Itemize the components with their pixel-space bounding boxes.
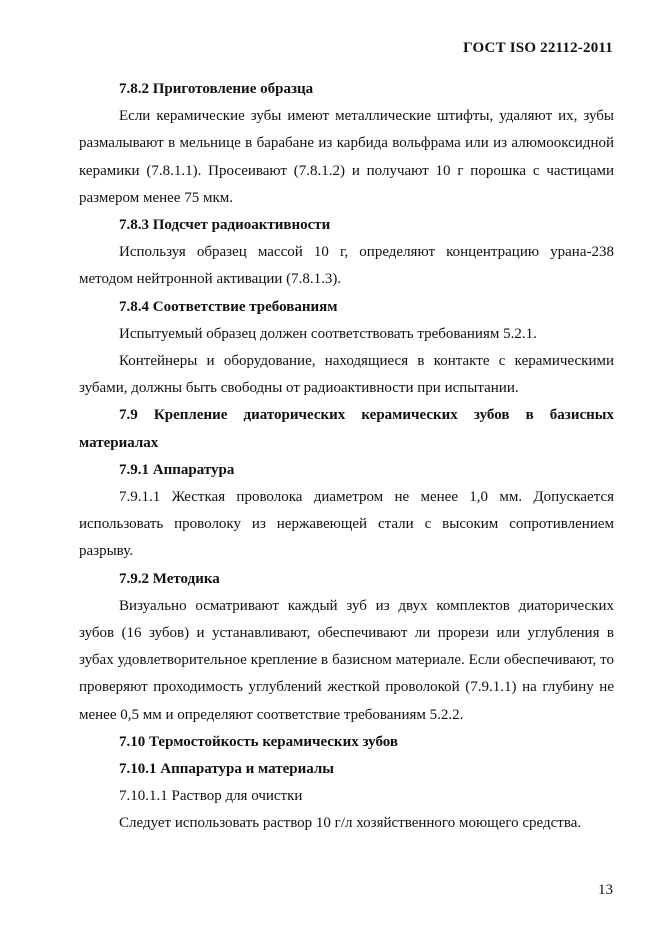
section-heading-7-8-2: 7.8.2 Приготовление образца <box>119 81 314 97</box>
section-heading-7-10: 7.10 Термостойкость керамических зубов <box>119 733 399 750</box>
paragraph-cleaning-solution: 7.10.1.1 Раствор для очистки <box>119 788 303 805</box>
paragraph-radioactivity-count: Используя образец массой 10 г, определяют концентрацию урана-238 методом нейтронной активации (7.8.1.3). <box>79 244 614 288</box>
section-heading-7-10-1: 7.10.1 Аппаратура и материалы <box>119 761 334 778</box>
page-number: 13 <box>598 882 613 898</box>
document-code: ГОСТ ISO 22112-2011 <box>463 40 613 56</box>
section-heading-7-9-1: 7.9.1 Аппаратура <box>119 461 235 478</box>
paragraph-sample-preparation: Если керамические зубы имеют металлические штифты, удаляют их, зубы размалывают в мельнице в барабане из карбида вольфрама или из алюмооксидной керамики (7.8.1.1). Просеивают (7.8.1.2) и получают 10 г порошка с частицами размером менее 75 мкм. <box>79 108 614 206</box>
paragraph-compliance: Испытуемый образец должен соответствовать требованиям 5.2.1. <box>119 325 537 342</box>
paragraph-detergent: Следует использовать раствор 10 г/л хозяйственного моющего средства. <box>119 815 582 832</box>
section-heading-7-8-3: 7.8.3 Подсчет радиоактивности <box>119 217 331 234</box>
paragraph-containers: Контейнеры и оборудование, находящиеся в контакте с керамическими зубами, должны быть свободны от радиоактивности при испытании. <box>79 353 614 397</box>
section-heading-7-9-2: 7.9.2 Методика <box>119 570 220 587</box>
section-heading-7-8-4: 7.8.4 Соответствие требованиям <box>119 298 338 315</box>
document-body <box>79 76 614 838</box>
section-heading-7-9: 7.9 Крепление диаторических керамических зубов в базисных материалах <box>79 407 614 451</box>
paragraph-method: Визуально осматривают каждый зуб из двух комплектов диаторических зубов (16 зубов) и устанавливают, обеспечивают ли прорези или углубления в зубах удовлетворительное крепление в базисном материале. Если обеспечивают, то проверяют проходимость углублений жесткой проволокой (7.9.1.1) на глубину не менее 0,5 мм и определяют соответствие требованиям 5.2.2. <box>79 597 614 723</box>
paragraph-wire: 7.9.1.1 Жесткая проволока диаметром не менее 1,0 мм. Допускается использовать проволоку из нержавеющей стали с высоким сопротивлением разрыву. <box>79 489 614 560</box>
